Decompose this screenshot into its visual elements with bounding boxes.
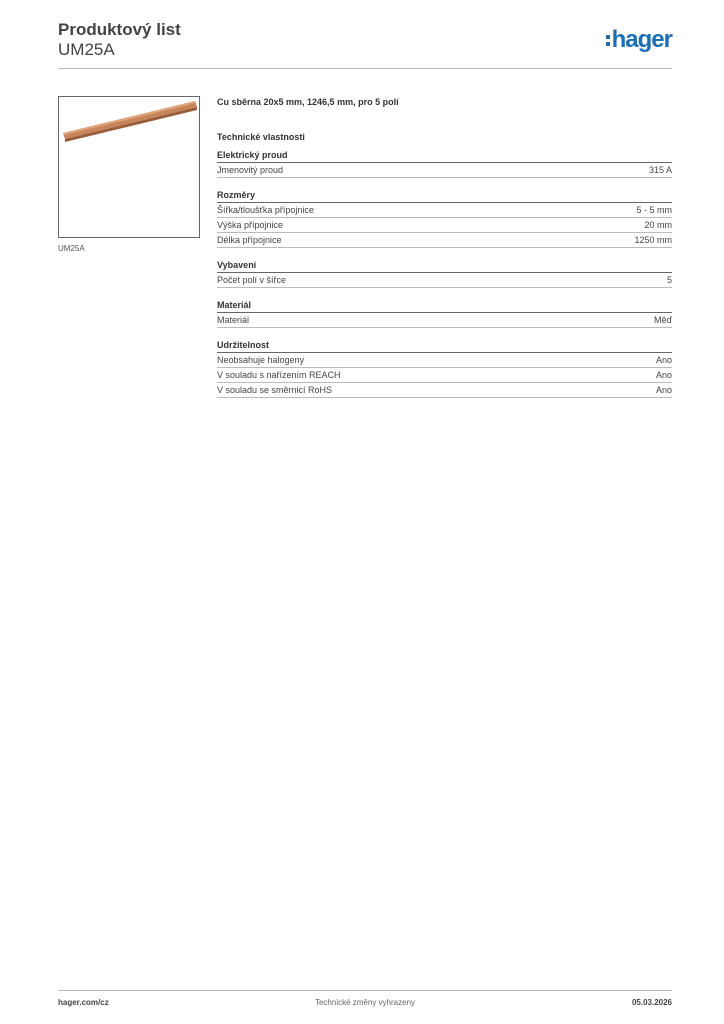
product-image bbox=[58, 96, 200, 238]
footer-date: 05.03.2026 bbox=[631, 998, 672, 1007]
spec-value: Ano bbox=[655, 370, 672, 380]
hager-logo bbox=[606, 28, 672, 52]
logo-mark-icon bbox=[606, 35, 610, 46]
spec-value: Měď bbox=[653, 315, 672, 325]
spec-row bbox=[217, 233, 672, 248]
document-subtitle: UM25A bbox=[58, 40, 115, 59]
spec-label: V souladu se směrnicí RoHS bbox=[217, 385, 333, 395]
spec-value: 315 A bbox=[648, 165, 672, 175]
section-title: Materiál bbox=[217, 300, 672, 313]
spec-label: V souladu s nařízením REACH bbox=[217, 370, 341, 380]
logo-text: hager bbox=[611, 26, 672, 53]
technical-properties-heading: Technické vlastnosti bbox=[217, 132, 305, 142]
section-title: Udržitelnost bbox=[217, 340, 672, 353]
spec-value: 5 - 5 mm bbox=[636, 205, 672, 215]
section-title: Vybavení bbox=[217, 260, 672, 273]
section-dimensions bbox=[217, 190, 672, 248]
spec-value: 1250 mm bbox=[634, 235, 672, 245]
spec-row bbox=[217, 163, 672, 178]
section-equipment bbox=[217, 260, 672, 288]
image-caption: UM25A bbox=[58, 244, 85, 253]
footer-note: Technické změny vyhrazeny bbox=[314, 998, 416, 1007]
spec-label: Šířka/tloušťka přípojnice bbox=[217, 205, 314, 215]
document-title: Produktový list bbox=[58, 20, 181, 39]
spec-row bbox=[217, 353, 672, 368]
spec-row bbox=[217, 218, 672, 233]
spec-row bbox=[217, 273, 672, 288]
spec-value: 5 bbox=[666, 275, 672, 285]
page-header bbox=[58, 20, 672, 60]
section-electric-current bbox=[217, 150, 672, 178]
spec-row bbox=[217, 383, 672, 398]
spec-label: Neobsahuje halogeny bbox=[217, 355, 305, 365]
spec-row bbox=[217, 313, 672, 328]
spec-label: Výška přípojnice bbox=[217, 220, 284, 230]
spec-row bbox=[217, 368, 672, 383]
section-title: Rozměry bbox=[217, 190, 672, 203]
spec-label: Materiál bbox=[217, 315, 250, 325]
spec-value: 20 mm bbox=[644, 220, 672, 230]
section-sustainability bbox=[217, 340, 672, 398]
spec-row bbox=[217, 203, 672, 218]
spec-label: Jmenovitý proud bbox=[217, 165, 284, 175]
spec-label: Délka přípojnice bbox=[217, 235, 282, 245]
footer-website-link[interactable]: hager.com/cz bbox=[58, 998, 109, 1007]
product-description: Cu sběrna 20x5 mm, 1246,5 mm, pro 5 polí bbox=[217, 97, 399, 107]
section-material bbox=[217, 300, 672, 328]
header-divider bbox=[58, 68, 672, 69]
footer-divider bbox=[58, 990, 672, 991]
section-title: Elektrický proud bbox=[217, 150, 672, 163]
spec-value: Ano bbox=[655, 355, 672, 365]
copper-busbar-illustration bbox=[59, 97, 199, 237]
spec-value: Ano bbox=[655, 385, 672, 395]
spec-label: Počet polí v šířce bbox=[217, 275, 287, 285]
product-details bbox=[217, 96, 672, 398]
